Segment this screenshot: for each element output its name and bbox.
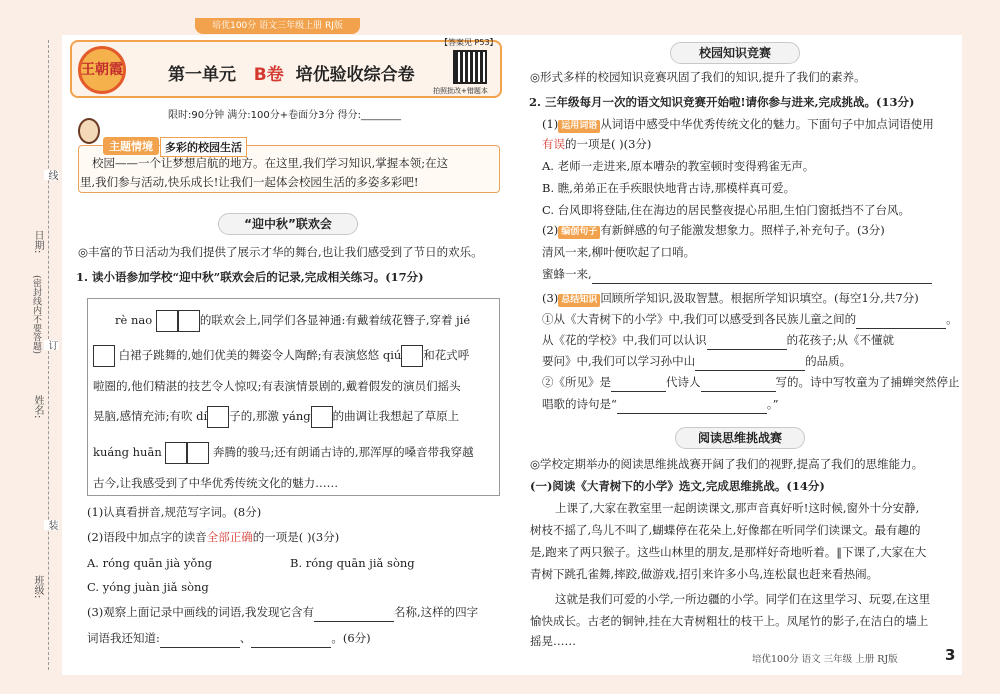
sub-question-1: (1)认真看拼音,规范写字词。(8分) <box>87 505 262 519</box>
passage-line-3: 啦圈的,他们精湛的技艺令人惊叹;有表演情景剧的,戴着假发的演员们摇头 <box>93 379 461 393</box>
knowledge-4 <box>542 373 960 392</box>
answer-blank[interactable] <box>617 395 767 414</box>
pinyin-renao: rè nao <box>115 313 153 327</box>
reading-line-2: 树枝不摇了,鸟儿不叫了,蝴蝶停在花朵上,好像都在听同学们读课文。最有趣的 <box>530 523 921 537</box>
q-text: (1) <box>542 117 559 131</box>
q-text: 唱歌的诗句是“ <box>542 397 617 411</box>
reading-line-7: 摇晃…… <box>530 634 576 648</box>
answer-blank[interactable] <box>592 265 932 284</box>
q-text: 。(6分) <box>331 631 371 645</box>
char-box[interactable] <box>165 442 187 464</box>
question-2: 2. 三年级每月一次的语文知识竞赛开始啦!请你参与进来,完成挑战。(13分) <box>529 95 915 109</box>
q2-part-1b <box>542 135 651 153</box>
char-box[interactable] <box>401 345 423 367</box>
reading-line-1: 上课了,大家在教室里一起朗读课文,那声音真好听!这时候,窗外十分安静, <box>555 501 920 515</box>
page-footer: 培优100分 语文 三年级 上册 RJ版 <box>752 654 898 665</box>
char-box[interactable] <box>178 310 200 332</box>
pinyin-kuanghuan: kuáng huān <box>93 445 162 459</box>
q-text: 蜜蜂一来, <box>542 267 592 281</box>
knowledge-1 <box>542 310 958 329</box>
q-text: 词语我还知道: <box>87 631 160 645</box>
passage-text: 晃脑,感情充沛;有吹 dí <box>93 409 208 423</box>
topic-text-2: 里,我们参与活动,快乐成长!让我们一起体会校园生活的多姿多彩吧! <box>80 175 419 189</box>
char-box[interactable] <box>93 345 115 367</box>
q2-part-3: (3) 总结知识 回顾所学知识,汲取智慧。根据所学知识填空。(每空1分,共7分) <box>542 291 919 305</box>
q-text: 从《花的学校》中,我们可以认识 <box>542 333 707 347</box>
sec2-intro: ◎形式多样的校园知识竞赛巩固了我们的知识,提升了我们的素养。 <box>530 70 866 84</box>
answer-blank[interactable] <box>611 373 666 392</box>
reading-line-5: 这就是我们可爱的小学,一所边疆的小学。同学们在这里学习、玩耍,在这里 <box>555 592 931 606</box>
passage-text: 子的,那激 yáng <box>229 409 311 423</box>
passage-line-2 <box>93 345 469 367</box>
exam-meta: 限时:90分钟 满分:100分+卷面分3分 得分:________ <box>168 110 402 121</box>
q2-part-1 <box>542 115 934 133</box>
sub-question-3b <box>87 629 371 648</box>
reading-line-6: 愉快成长。古老的铜钟,挂在大青树粗壮的枝干上。凤尾竹的影子,在洁白的墙上 <box>530 614 929 628</box>
q-text: 、 <box>239 631 252 645</box>
q-text: 的花孩子;从《不懂就 <box>786 333 895 347</box>
knowledge-3 <box>542 352 851 371</box>
option-b[interactable]: B. róng quān jiǎ sòng <box>290 556 415 570</box>
q-text: 。 <box>946 312 958 326</box>
passage-text: 和花式呼 <box>423 348 470 362</box>
sub-question-3 <box>87 603 478 622</box>
q-text: 名称,这样的四字 <box>393 605 479 619</box>
q-text: 的品质。 <box>805 354 852 368</box>
passage-text: 奔腾的骏马;还有朗诵古诗的,那浑厚的嗓音带我穿越 <box>213 445 474 459</box>
q-text: ②《所见》是 <box>542 375 611 389</box>
q-text: 写的。诗中写牧童为了捕蝉突然停止 <box>775 375 960 389</box>
top-band: 培优100分 语文三年级上册 RJ版 <box>195 18 360 34</box>
passage-line-6: 古今,让我感受到了中华优秀传统文化的魅力…… <box>93 476 339 490</box>
tag-use-words: 运用词语 <box>558 120 600 133</box>
section-title-mid-autumn: “迎中秋”联欢会 <box>218 213 358 235</box>
char-box[interactable] <box>311 406 333 428</box>
option-a[interactable]: A. róng quān jià yǒng <box>87 556 213 570</box>
paper-title <box>168 60 415 85</box>
q2-option-c[interactable]: C. 台风即将登陆,住在海边的居民整夜提心吊胆,生怕门窗抵挡不了台风。 <box>542 203 911 217</box>
qr-code-icon[interactable] <box>453 50 487 84</box>
q-text: 有新鲜感的句子能激发想象力。照样子,补充句子。(3分) <box>600 223 885 237</box>
char-box[interactable] <box>156 310 178 332</box>
date-label: 日期: <box>32 230 43 254</box>
passage-text: 白裙子跳舞的,她们优美的舞姿令人陶醉;有表演悠悠 qiú <box>118 348 402 362</box>
girl-avatar-icon <box>78 118 100 144</box>
q-emphasis: 有误 <box>542 137 565 151</box>
topic-name: 多彩的校园生活 <box>160 137 247 157</box>
answer-blank[interactable] <box>314 603 394 622</box>
q2-part-2: (2) 编创句子 有新鲜感的句子能激发想象力。照样子,补充句子。(3分) <box>542 223 885 237</box>
q-emphasis: 全部正确 <box>206 530 253 544</box>
passage-line-5 <box>93 442 474 464</box>
reading-line-3: 是,跑来了两只猴子。这些山林里的朋友,是那样好奇地听着。‖下课了,大家在大 <box>530 545 927 559</box>
unit-label: 第一单元 <box>168 65 236 85</box>
q-text: 从词语中感受中华优秀传统文化的魅力。下面句子中加点词语使用 <box>600 117 934 131</box>
paper-version: B卷 <box>253 65 284 85</box>
topic-text-1: 校园——一个让梦想启航的地方。在这里,我们学习知识,掌握本领;在这 <box>92 156 449 170</box>
q-text: 要问》中,我们可以学习孙中山 <box>542 354 696 368</box>
title-text: 培优验收综合卷 <box>295 65 415 85</box>
section-title-quiz: 校园知识竞赛 <box>670 42 800 64</box>
class-label: 班级: <box>32 575 43 599</box>
q-text: 代诗人 <box>666 375 701 389</box>
question-1: 1. 读小语参加学校“迎中秋”联欢会后的记录,完成相关练习。(17分) <box>76 270 424 284</box>
qr-note: 拍照批改+错题本 <box>433 87 488 95</box>
brand-logo: 王朝霞 <box>78 46 126 94</box>
q2-option-a[interactable]: A. 老师一走进来,原本嘈杂的教室顿时变得鸦雀无声。 <box>542 159 815 173</box>
reading-subtitle: (一)阅读《大青树下的小学》选文,完成思维挑战。(14分) <box>530 479 825 493</box>
q-text: 回顾所学知识,汲取智慧。根据所学知识填空。(每空1分,共7分) <box>600 291 919 305</box>
answer-blank[interactable] <box>160 629 240 648</box>
seal-line <box>48 40 49 670</box>
passage-line-1 <box>115 310 470 332</box>
q-text: (3)观察上面记录中画线的词语,我发现它含有 <box>87 605 314 619</box>
option-c[interactable]: C. yóng juàn jiǎ sòng <box>87 580 209 594</box>
answer-blank[interactable] <box>707 331 787 350</box>
char-box[interactable] <box>187 442 209 464</box>
example-sentence: 清风一来,柳叶便吹起了口哨。 <box>542 245 696 259</box>
passage-text: 的曲调让我想起了草原上 <box>332 409 460 423</box>
answer-ref: 【答案见 P53】 <box>440 38 498 47</box>
sub-question-2 <box>87 528 339 546</box>
section-title-reading: 阅读思维挑战赛 <box>675 427 805 449</box>
tag-summary: 总结知识 <box>558 294 600 307</box>
q-text: (2)语段中加点字的读音 <box>87 530 207 544</box>
answer-blank[interactable] <box>701 373 776 392</box>
name-label: 姓名: <box>32 395 43 419</box>
tag-create-sentence: 编创句子 <box>558 226 600 239</box>
knowledge-5 <box>542 395 779 414</box>
q-text: 的一项是( )(3分) <box>252 530 340 544</box>
q-text: ①从《大青树下的小学》中,我们可以感受到各民族儿童之间的 <box>542 312 857 326</box>
seal-mark-3: 装 <box>46 520 57 530</box>
answer-blank[interactable] <box>251 629 331 648</box>
knowledge-2 <box>542 331 894 350</box>
reading-line-4: 青树下跳孔雀舞,摔跤,做游戏,招引来许多小鸟,连松鼠也赶来看热闹。 <box>530 567 879 581</box>
answer-blank[interactable] <box>856 310 946 329</box>
topic-label: 主题情境 <box>103 137 159 155</box>
q-text: 。” <box>766 397 779 411</box>
passage-text: 的联欢会上,同学们各显神通:有戴着绒花簪子,穿着 jié <box>199 313 471 327</box>
q2-option-b[interactable]: B. 瞧,弟弟正在手疾眼快地背古诗,那模样真可爱。 <box>542 181 796 195</box>
seal-mark-2: 订 <box>46 340 57 350</box>
page-number: 3 <box>945 646 956 664</box>
fill-sentence <box>542 265 932 284</box>
char-box[interactable] <box>207 406 229 428</box>
seal-note: (密封线内不要答题) <box>31 275 41 355</box>
q-text: 的一项是( )(3分) <box>565 137 652 151</box>
answer-blank[interactable] <box>695 352 805 371</box>
sec3-intro: ◎学校定期举办的阅读思维挑战赛开阔了我们的视野,提高了我们的思维能力。 <box>530 457 924 471</box>
passage-line-4 <box>93 406 459 428</box>
seal-mark-1: 线 <box>46 170 57 180</box>
sec1-intro: ◎丰富的节日活动为我们提供了展示才华的舞台,也让我们感受到了节日的欢乐。 <box>78 245 483 259</box>
